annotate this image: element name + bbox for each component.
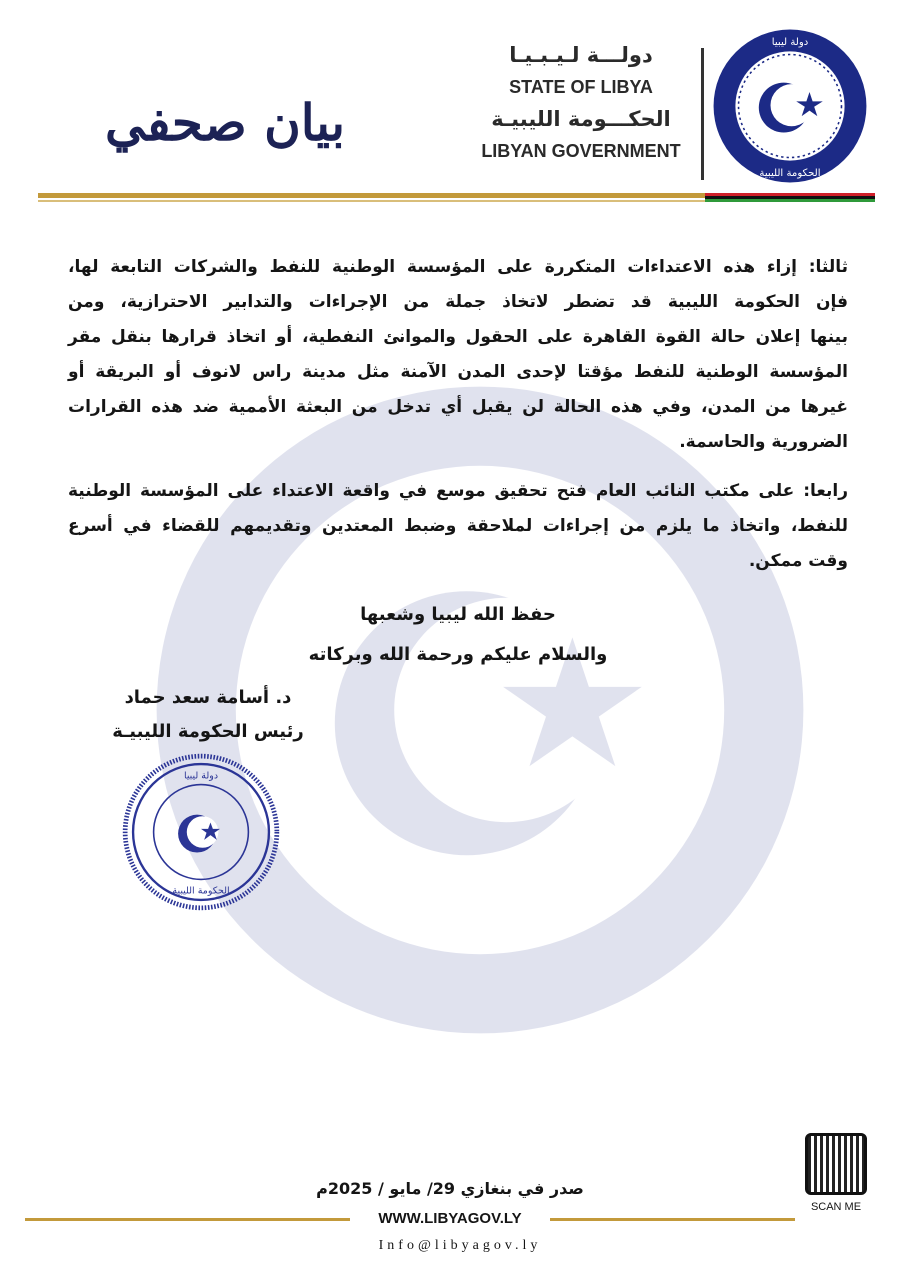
- header-titles: [463, 36, 699, 164]
- svg-text:دولة ليبيا: دولة ليبيا: [771, 37, 809, 49]
- text-line: فإن الحكومة الليبية قد تضطر لاتخاذ جملة من الإجراءات والتدابير الاحترازية، ومن: [68, 292, 848, 312]
- government-name-arabic: الحكـــومة الليبيـة: [491, 107, 671, 131]
- header-gold-rule: [38, 193, 738, 198]
- qr-code[interactable]: [805, 1133, 867, 1195]
- header-gold-rule-thin: [38, 200, 738, 202]
- footer-rule-right: [550, 1218, 795, 1221]
- closing-greeting: والسلام عليكم ورحمة الله وبركاته: [308, 644, 608, 665]
- flag-stripe-green: [705, 199, 875, 202]
- svg-text:بيان صحفي: بيان صحفي: [105, 93, 345, 152]
- email-link[interactable]: Info@libyagov.ly: [378, 1238, 542, 1253]
- text-line: غيرها من المدن، وفي هذه الحالة لن يقبل أي تدخل من البعثة الأممية ضد هذه القرارات: [68, 397, 848, 417]
- text-line: ثالثا: إزاء هذه الاعتداءات المتكررة على المؤسسة الوطنية للنفط والشركات التابعة لها،: [68, 257, 848, 277]
- text-line: المؤسسة الوطنية للنفط مؤقتا لإحدى المدن الآمنة مثل مدينة راس لانوف أو البريقة أو: [68, 362, 848, 382]
- signatory-title: رئيس الحكومة الليبيـة: [112, 721, 304, 742]
- paragraph-fourth: [68, 474, 848, 579]
- website-link[interactable]: WWW.LIBYAGOV.LY: [378, 1210, 522, 1227]
- government-seal-logo: [712, 28, 868, 184]
- scan-me-label: SCAN ME: [798, 1200, 874, 1214]
- government-name-english: LIBYAN GOVERNMENT: [481, 141, 681, 161]
- svg-text:الحكومة الليبية: الحكومة الليبية: [759, 168, 821, 180]
- header-divider: [701, 48, 704, 180]
- official-stamp: [122, 753, 280, 911]
- text-line: بينها إعلان حالة القوة القاهرة على الحقول والموانئ النفطية، أو اتخاذ قرارها بنقل مقر: [68, 327, 848, 347]
- document-body: [68, 250, 848, 911]
- text-line: وقت ممكن.: [748, 551, 848, 571]
- paragraph-third: [68, 250, 848, 460]
- state-name-arabic: دولـــة لـيـبـيـا: [509, 43, 653, 67]
- state-name-english: STATE OF LIBYA: [509, 77, 653, 97]
- text-line: رابعا: على مكتب النائب العام فتح تحقيق موسع في واقعة الاعتداء على المؤسسة الوطنية: [68, 481, 848, 501]
- text-line: الضرورية والحاسمة.: [679, 432, 848, 452]
- svg-text:دولة ليبيا: دولة ليبيا: [183, 770, 219, 782]
- closing-prayer: حفظ الله ليبيا وشعبها: [360, 604, 556, 625]
- signatory-name: د. أسامة سعد حماد: [124, 687, 292, 708]
- text-line: للنفط، واتخاذ ما يلزم من إجراءات لملاحقة وضبط المعتدين وتقديمهم للقضاء في أسرع: [68, 516, 848, 536]
- issue-place-date: صدر في بنغازي 29/ مايو / 2025م: [316, 1179, 584, 1198]
- footer-rule-left: [25, 1218, 350, 1221]
- svg-text:الحكومة الليبية: الحكومة الليبية: [172, 885, 230, 897]
- press-release-calligraphy-logo: [105, 60, 345, 180]
